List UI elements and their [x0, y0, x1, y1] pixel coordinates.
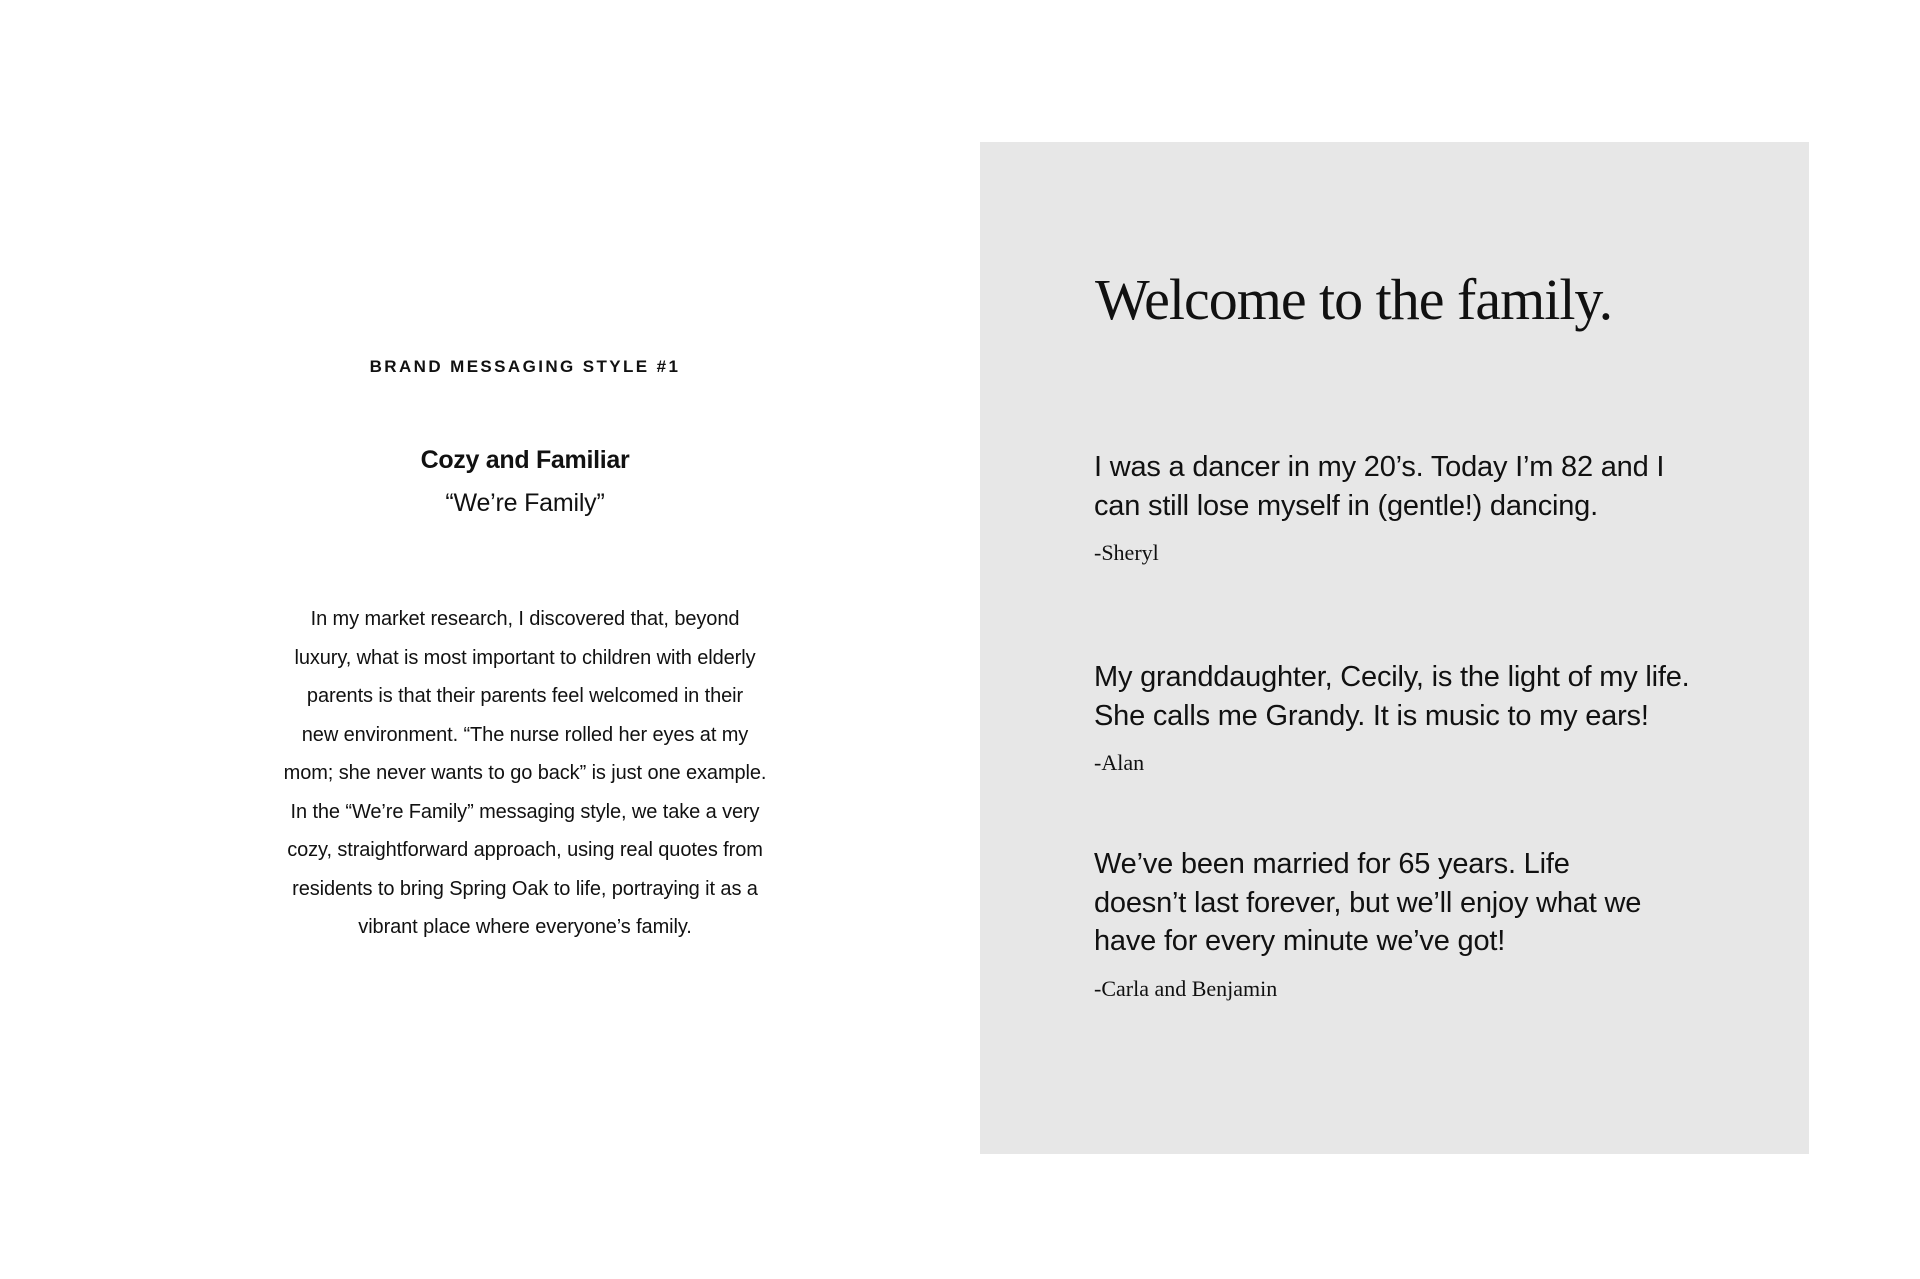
testimonial-carla-benjamin	[1094, 845, 1714, 1002]
testimonial-sheryl	[1094, 448, 1714, 566]
testimonial-author: -Sheryl	[1094, 540, 1159, 565]
testimonial-alan	[1094, 658, 1714, 776]
panel-heading: Welcome to the family.	[1095, 267, 1613, 332]
paragraph-line: parents is that their parents feel welcomed in their	[306, 685, 744, 707]
quote-line: We’ve been married for 65 years. Life	[1094, 848, 1570, 880]
style-subtitle: “We’re Family”	[445, 489, 605, 517]
paragraph-line: luxury, what is most important to children with elderly	[294, 646, 756, 669]
paragraph-line: residents to bring Spring Oak to life, portraying it as a	[292, 877, 758, 900]
quote-line: can still lose myself in (gentle!) dancing.	[1094, 489, 1598, 522]
quote-line: I was a dancer in my 20’s. Today I’m 82 and I	[1094, 451, 1665, 483]
testimonial-author: -Alan	[1094, 750, 1145, 775]
paragraph-line: In the “We’re Family” messaging style, we take a very	[290, 800, 760, 823]
style-title: Cozy and Familiar	[420, 446, 630, 474]
quote-line: She calls me Grandy. It is music to my ears!	[1094, 699, 1649, 732]
quote-line: My granddaughter, Cecily, is the light of my life.	[1094, 661, 1690, 693]
research-paragraph	[260, 600, 790, 947]
quote-line: have for every minute we’ve got!	[1094, 925, 1506, 957]
paragraph-line: In my market research, I discovered that, beyond	[310, 608, 740, 630]
testimonial-panel	[980, 142, 1809, 1154]
paragraph-line: new environment. “The nurse rolled her eyes at my	[301, 723, 749, 746]
paragraph-line: cozy, straightforward approach, using real quotes from	[287, 839, 763, 861]
testimonial-author: -Carla and Benjamin	[1094, 975, 1278, 1001]
style-eyebrow: BRAND MESSAGING STYLE #1	[369, 357, 681, 376]
paragraph-line: vibrant place where everyone’s family.	[358, 916, 692, 938]
testimonial-quote	[1094, 845, 1714, 961]
quote-line: doesn’t last forever, but we’ll enjoy what we	[1094, 886, 1642, 919]
testimonial-quote	[1094, 448, 1714, 525]
paragraph-line: mom; she never wants to go back” is just one example.	[283, 762, 767, 784]
testimonial-quote	[1094, 658, 1714, 735]
